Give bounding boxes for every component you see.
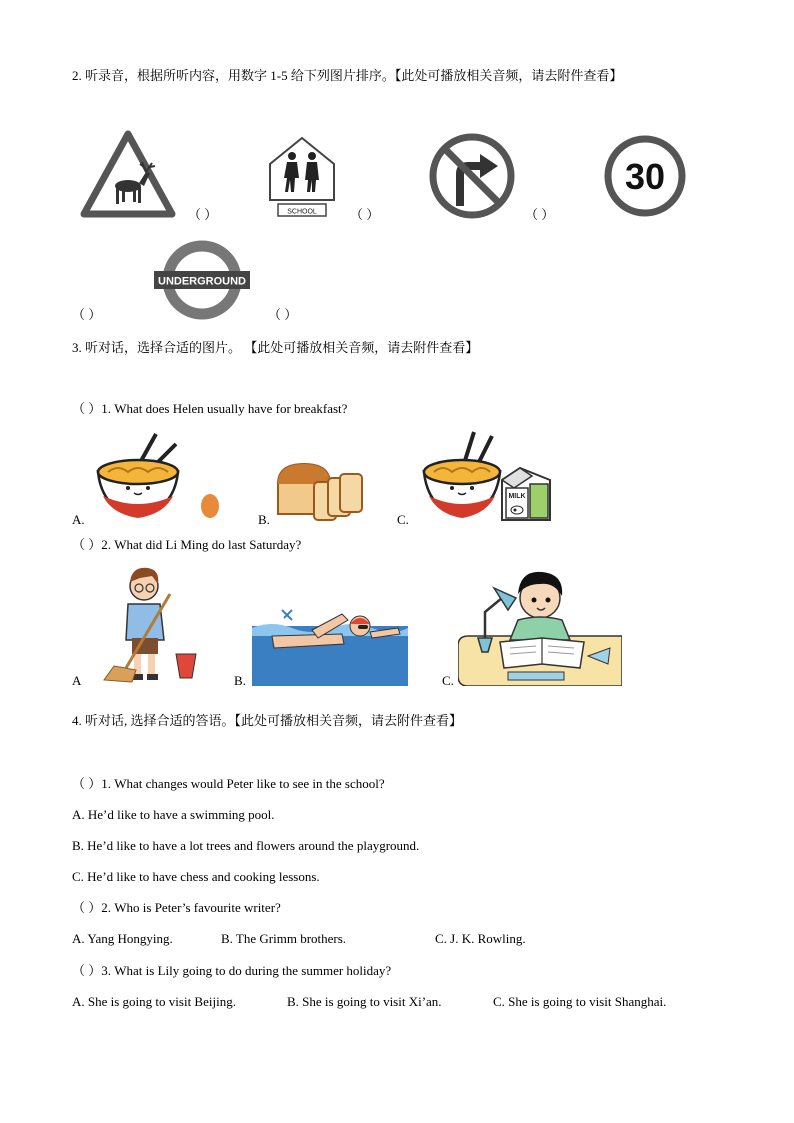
q2-title: 2. 听录音，根据所听内容，用数字 1-5 给下列图片排序。【此处可播放相关音频，请去附件查看】 xyxy=(72,68,623,83)
boy-reading-picture xyxy=(458,568,622,686)
q4-item-2: （ ）2. Who is Peter’s favourite writer? xyxy=(72,900,281,915)
deer-sign-picture xyxy=(80,130,176,218)
q4-2-option-c: C. J. K. Rowling. xyxy=(435,931,526,946)
school-sign-label: SCHOOL xyxy=(287,208,317,216)
q4-1-option-b: B. He’d like to have a lot trees and flowers around the playground. xyxy=(72,838,420,853)
q4-item-1: （ ）1. What changes would Peter like to see in the school? xyxy=(72,776,385,791)
q3-item-2: （ ）2. What did Li Ming do last Saturday? xyxy=(72,537,302,552)
school-crossing-picture xyxy=(268,136,336,220)
no-right-turn-picture xyxy=(426,132,518,220)
q3-2-option-b: B. xyxy=(234,673,246,688)
underground-label: UNDERGROUND xyxy=(158,275,246,288)
q4-3-option-b: B. She is going to visit Xi’an. xyxy=(287,994,442,1009)
q3-title: 3. 听对话，选择合适的图片。 【此处可播放相关音频，请去附件查看】 xyxy=(72,340,479,355)
q4-2-option-b: B. The Grimm brothers. xyxy=(221,931,347,946)
q3-1-option-c: C. xyxy=(397,512,409,527)
noodles-and-egg-picture xyxy=(94,430,226,524)
bread-picture xyxy=(274,458,366,524)
q3-2-option-c: C. xyxy=(442,673,454,688)
q2-blank-2: （ ） xyxy=(350,207,380,222)
speed-limit-30-picture xyxy=(604,134,686,218)
q3-2-option-a: A xyxy=(72,673,82,688)
q4-1-option-a: A. He’d like to have a swimming pool. xyxy=(72,807,275,822)
boy-sweeping-picture xyxy=(92,564,200,688)
q3-1-option-b: B. xyxy=(258,512,270,527)
q4-3-option-c: C. She is going to visit Shanghai. xyxy=(493,994,667,1009)
milk-label: MILK xyxy=(508,493,526,500)
q4-3-option-a: A. She is going to visit Beijing. xyxy=(72,994,236,1009)
underground-sign-picture xyxy=(152,238,252,322)
swimmer-picture xyxy=(252,606,408,686)
q4-2-option-a: A. Yang Hongying. xyxy=(72,931,173,946)
q3-1-option-a: A. xyxy=(72,512,85,527)
speed-limit-label: 30 xyxy=(624,156,666,197)
q3-item-1: （ ）1. What does Helen usually have for breakfast? xyxy=(72,401,348,416)
q2-blank-5: （ ） xyxy=(268,307,298,322)
q4-item-3: （ ）3. What is Lily going to do during the summer holiday? xyxy=(72,963,392,978)
q2-blank-3: （ ） xyxy=(525,207,555,222)
q2-blank-1: （ ） xyxy=(188,207,218,222)
q2-blank-4: （ ） xyxy=(72,307,102,322)
q4-title: 4. 听对话, 选择合适的答语。【此处可播放相关音频，请去附件查看】 xyxy=(72,713,463,728)
q4-1-option-c: C. He’d like to have chess and cooking lessons. xyxy=(72,869,320,884)
noodles-and-milk-picture xyxy=(420,430,554,524)
